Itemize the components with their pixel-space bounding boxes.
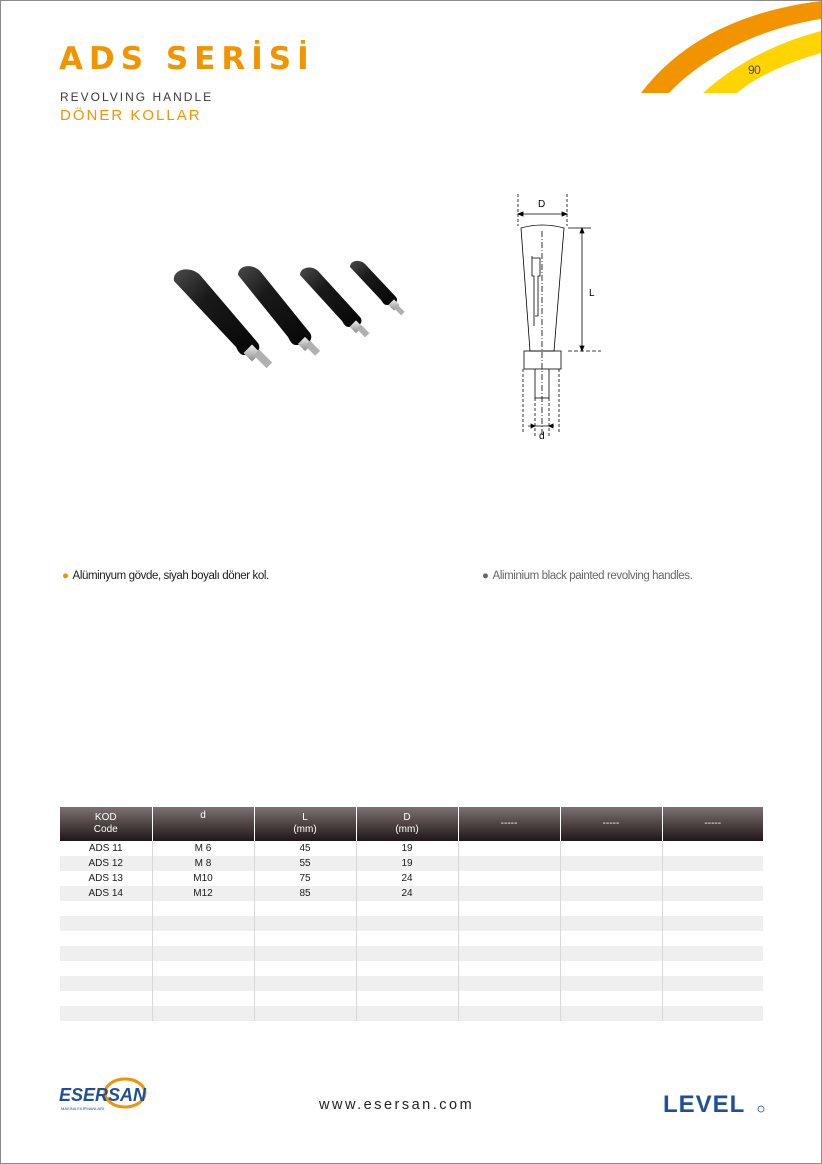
dimension-label-d: d bbox=[539, 431, 545, 442]
cell-thread: M 6 bbox=[152, 841, 254, 856]
cell-diameter: 24 bbox=[356, 886, 458, 901]
column-header-blank: ----- bbox=[458, 807, 560, 841]
column-header-blank: ----- bbox=[662, 807, 763, 841]
table-row-empty bbox=[60, 991, 763, 1006]
cell-blank bbox=[560, 841, 662, 856]
esersan-logo-tagline: MAKİNA EKİPMANLARI bbox=[61, 1106, 105, 1111]
technical-drawing bbox=[496, 186, 611, 446]
cell-diameter: 19 bbox=[356, 841, 458, 856]
page-number: 90 bbox=[748, 63, 761, 77]
feature-bullet-turkish bbox=[62, 570, 269, 582]
bullet-dot-icon: ● bbox=[62, 570, 69, 582]
column-header-blank: ----- bbox=[560, 807, 662, 841]
esersan-logo-text: ESERSAN bbox=[59, 1085, 147, 1105]
series-title: ADS SERİSİ bbox=[59, 41, 315, 77]
cell-blank bbox=[662, 886, 763, 901]
table-row-empty bbox=[60, 946, 763, 961]
cell-length: 55 bbox=[254, 856, 356, 871]
cell-blank bbox=[458, 841, 560, 856]
cell-blank bbox=[560, 886, 662, 901]
cell-code: ADS 14 bbox=[60, 886, 152, 901]
handle-smallest bbox=[350, 261, 405, 315]
cell-blank bbox=[662, 841, 763, 856]
handle-small bbox=[300, 268, 369, 338]
cell-blank bbox=[458, 856, 560, 871]
cell-blank bbox=[662, 871, 763, 886]
cell-blank bbox=[560, 856, 662, 871]
table-row-empty bbox=[60, 976, 763, 991]
cell-thread: M10 bbox=[152, 871, 254, 886]
table-row bbox=[60, 886, 763, 901]
cell-diameter: 24 bbox=[356, 871, 458, 886]
esersan-logo[interactable] bbox=[57, 1075, 149, 1115]
column-header-diameter: D (mm) bbox=[356, 807, 458, 841]
column-header-length: L (mm) bbox=[254, 807, 356, 841]
cell-code: ADS 13 bbox=[60, 871, 152, 886]
cell-code: ADS 11 bbox=[60, 841, 152, 856]
cell-diameter: 19 bbox=[356, 856, 458, 871]
website-link[interactable]: www.esersan.com bbox=[319, 1097, 475, 1113]
cell-code: ADS 12 bbox=[60, 856, 152, 871]
spec-table bbox=[60, 807, 763, 1021]
cell-blank bbox=[458, 886, 560, 901]
cell-blank bbox=[662, 856, 763, 871]
product-photo bbox=[166, 251, 416, 386]
feature-bullet-english bbox=[482, 570, 692, 582]
cell-length: 85 bbox=[254, 886, 356, 901]
cell-blank bbox=[560, 871, 662, 886]
bullet-dot-icon: ● bbox=[482, 570, 489, 582]
cell-thread: M 8 bbox=[152, 856, 254, 871]
table-row bbox=[60, 856, 763, 871]
corner-swoosh-decoration bbox=[641, 1, 821, 93]
table-row bbox=[60, 841, 763, 856]
cell-thread: M12 bbox=[152, 886, 254, 901]
table-row-empty bbox=[60, 961, 763, 976]
level-logo-text: LEVEL bbox=[663, 1091, 746, 1117]
table-row-empty bbox=[60, 901, 763, 916]
cell-length: 75 bbox=[254, 871, 356, 886]
table-row-empty bbox=[60, 916, 763, 931]
subtitle-turkish: DÖNER KOLLAR bbox=[60, 107, 202, 124]
table-row-empty bbox=[60, 931, 763, 946]
feature-text-turkish: Alüminyum gövde, siyah boyalı döner kol. bbox=[72, 570, 269, 582]
column-header-code: KOD Code bbox=[60, 807, 152, 841]
dimension-label-D: D bbox=[538, 199, 546, 210]
cell-length: 45 bbox=[254, 841, 356, 856]
table-row bbox=[60, 871, 763, 886]
table-row-empty bbox=[60, 1006, 763, 1021]
table-header-row bbox=[60, 807, 763, 841]
dimension-label-L: L bbox=[589, 288, 595, 299]
feature-text-english: Aliminium black painted revolving handles. bbox=[492, 570, 693, 582]
column-header-thread: d bbox=[152, 807, 254, 841]
level-logo[interactable] bbox=[663, 1089, 767, 1117]
subtitle-english: REVOLVING HANDLE bbox=[60, 90, 214, 104]
cell-blank bbox=[458, 871, 560, 886]
